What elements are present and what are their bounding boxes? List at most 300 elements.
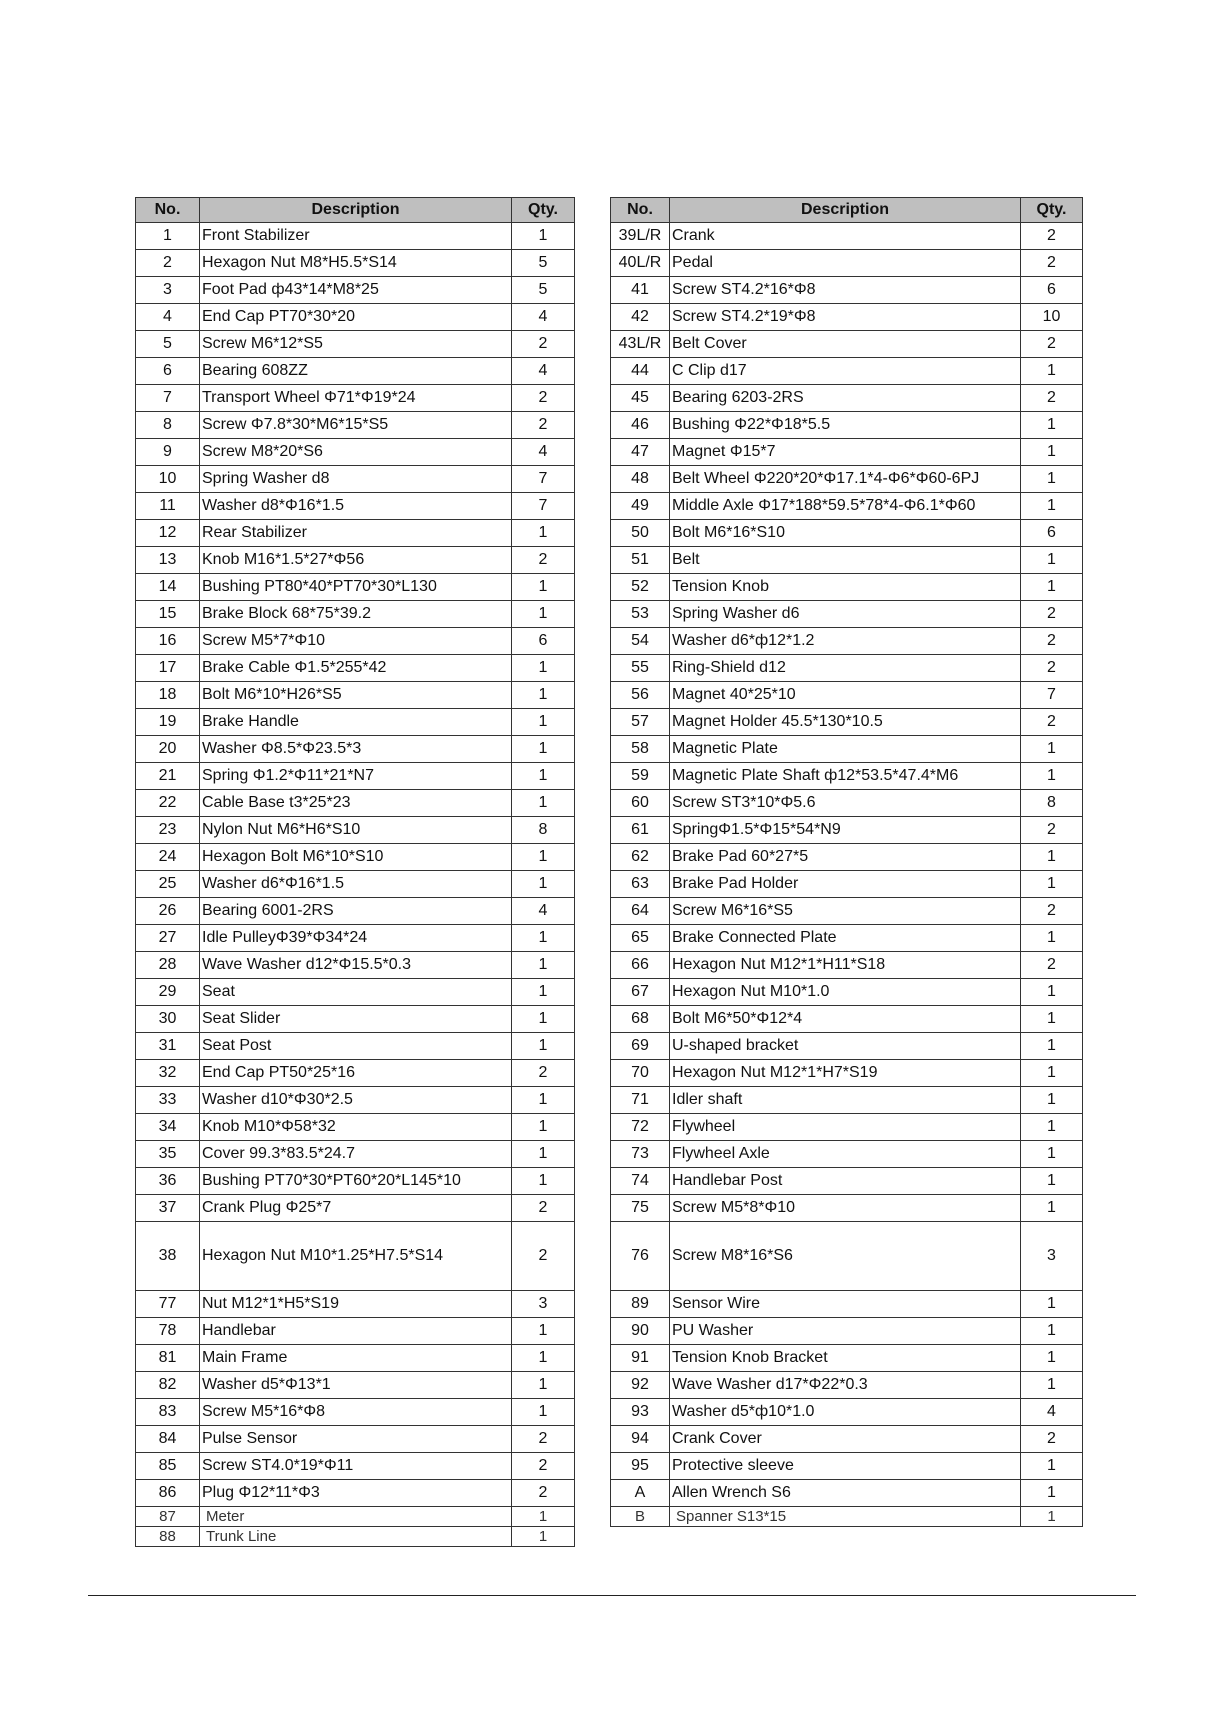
- part-quantity: 1: [1021, 1291, 1083, 1318]
- part-number: 9: [136, 439, 200, 466]
- part-number: 3: [136, 277, 200, 304]
- part-description: Seat Post: [200, 1033, 512, 1060]
- part-quantity: 6: [512, 628, 575, 655]
- part-number: 8: [136, 412, 200, 439]
- part-description: Handlebar: [200, 1318, 512, 1345]
- table-row: [611, 1141, 1083, 1168]
- table-row: [136, 304, 575, 331]
- table-row: [136, 844, 575, 871]
- part-quantity: 2: [512, 385, 575, 412]
- part-number: 67: [611, 979, 670, 1006]
- part-quantity: 1: [1021, 979, 1083, 1006]
- part-description: Magnetic Plate Shaft ф12*53.5*47.4*M6: [670, 763, 1021, 790]
- part-number: 91: [611, 1345, 670, 1372]
- part-number: 69: [611, 1033, 670, 1060]
- part-description: Screw M6*16*S5: [670, 898, 1021, 925]
- part-number: 31: [136, 1033, 200, 1060]
- part-description: End Cap PT70*30*20: [200, 304, 512, 331]
- part-number: 51: [611, 547, 670, 574]
- part-description: Hexagon Bolt M6*10*S10: [200, 844, 512, 871]
- part-number: 50: [611, 520, 670, 547]
- part-quantity: 1: [512, 1141, 575, 1168]
- part-number: 16: [136, 628, 200, 655]
- part-description: Handlebar Post: [670, 1168, 1021, 1195]
- table-row: [611, 817, 1083, 844]
- part-quantity: 1: [1021, 358, 1083, 385]
- part-number: 44: [611, 358, 670, 385]
- table-row: [611, 898, 1083, 925]
- part-number: 23: [136, 817, 200, 844]
- part-number: 70: [611, 1060, 670, 1087]
- part-quantity: 2: [1021, 331, 1083, 358]
- part-description: Spanner S13*15: [670, 1507, 1021, 1527]
- part-number: 39L/R: [611, 223, 670, 250]
- part-quantity: 2: [512, 1195, 575, 1222]
- part-number: 41: [611, 277, 670, 304]
- table-row: [136, 1060, 575, 1087]
- table-row: [611, 1318, 1083, 1345]
- table-row: [136, 925, 575, 952]
- part-quantity: 1: [512, 1527, 575, 1547]
- table-row: [136, 358, 575, 385]
- part-description: Knob M10*Φ58*32: [200, 1114, 512, 1141]
- table-row: [136, 601, 575, 628]
- table-header-row: [136, 198, 575, 223]
- part-number: 85: [136, 1453, 200, 1480]
- table-row: [136, 466, 575, 493]
- part-quantity: 2: [1021, 898, 1083, 925]
- part-description: Magnet Holder 45.5*130*10.5: [670, 709, 1021, 736]
- part-description: Flywheel Axle: [670, 1141, 1021, 1168]
- part-description: Hexagon Nut M8*H5.5*S14: [200, 250, 512, 277]
- part-number: 27: [136, 925, 200, 952]
- part-description: Washer d5*Φ13*1: [200, 1372, 512, 1399]
- part-number: 22: [136, 790, 200, 817]
- table-row: [611, 979, 1083, 1006]
- table-row: [136, 1291, 575, 1318]
- part-description: Seat Slider: [200, 1006, 512, 1033]
- table-row: [136, 709, 575, 736]
- part-number: 53: [611, 601, 670, 628]
- part-description: Crank: [670, 223, 1021, 250]
- table-row: [611, 1033, 1083, 1060]
- part-quantity: 4: [512, 898, 575, 925]
- part-description: Belt: [670, 547, 1021, 574]
- part-number: 57: [611, 709, 670, 736]
- part-description: Idler shaft: [670, 1087, 1021, 1114]
- part-description: Screw M8*16*S6: [670, 1222, 1021, 1291]
- part-description: PU Washer: [670, 1318, 1021, 1345]
- table-row: [611, 790, 1083, 817]
- part-description: Screw M6*12*S5: [200, 331, 512, 358]
- part-number: 14: [136, 574, 200, 601]
- table-row: [611, 736, 1083, 763]
- table-row: [611, 628, 1083, 655]
- part-description: Seat: [200, 979, 512, 1006]
- table-row: [611, 574, 1083, 601]
- part-quantity: 1: [512, 736, 575, 763]
- part-description: Screw M5*8*Φ10: [670, 1195, 1021, 1222]
- part-number: 73: [611, 1141, 670, 1168]
- part-quantity: 1: [512, 1087, 575, 1114]
- part-description: Allen Wrench S6: [670, 1480, 1021, 1507]
- part-description: Brake Pad Holder: [670, 871, 1021, 898]
- part-number: 87: [136, 1507, 200, 1527]
- part-number: 5: [136, 331, 200, 358]
- part-description: Brake Handle: [200, 709, 512, 736]
- part-number: 40L/R: [611, 250, 670, 277]
- part-quantity: 3: [1021, 1222, 1083, 1291]
- header-description: Description: [200, 198, 512, 223]
- part-number: 93: [611, 1399, 670, 1426]
- part-number: 4: [136, 304, 200, 331]
- part-number: 88: [136, 1527, 200, 1547]
- part-quantity: 1: [1021, 1060, 1083, 1087]
- part-quantity: 1: [512, 1507, 575, 1527]
- part-number: 77: [136, 1291, 200, 1318]
- part-quantity: 2: [512, 1453, 575, 1480]
- part-number: 36: [136, 1168, 200, 1195]
- header-description: Description: [670, 198, 1021, 223]
- part-description: Screw M8*20*S6: [200, 439, 512, 466]
- part-quantity: 1: [512, 1006, 575, 1033]
- part-quantity: 1: [512, 1318, 575, 1345]
- part-description: Pulse Sensor: [200, 1426, 512, 1453]
- part-quantity: 2: [512, 1060, 575, 1087]
- part-quantity: 1: [1021, 925, 1083, 952]
- part-description: Wave Washer d17*Φ22*0.3: [670, 1372, 1021, 1399]
- part-description: Meter: [200, 1507, 512, 1527]
- part-quantity: 4: [1021, 1399, 1083, 1426]
- part-description: Tension Knob: [670, 574, 1021, 601]
- part-description: Brake Pad 60*27*5: [670, 844, 1021, 871]
- part-number: 63: [611, 871, 670, 898]
- part-quantity: 1: [1021, 1480, 1083, 1507]
- part-number: 1: [136, 223, 200, 250]
- table-row: [136, 1168, 575, 1195]
- table-row: [136, 1114, 575, 1141]
- table-row: [136, 628, 575, 655]
- part-quantity: 2: [512, 547, 575, 574]
- part-quantity: 1: [1021, 1507, 1083, 1527]
- table-row: [136, 1087, 575, 1114]
- part-description: Bearing 6203-2RS: [670, 385, 1021, 412]
- part-number: 25: [136, 871, 200, 898]
- table-row: [136, 250, 575, 277]
- part-quantity: 4: [512, 304, 575, 331]
- table-row: [611, 763, 1083, 790]
- part-quantity: 2: [1021, 655, 1083, 682]
- table-row: [611, 1507, 1083, 1527]
- table-row: [136, 574, 575, 601]
- part-quantity: 1: [1021, 763, 1083, 790]
- table-row: [611, 1222, 1083, 1291]
- part-description: Brake Connected Plate: [670, 925, 1021, 952]
- part-quantity: 6: [1021, 520, 1083, 547]
- part-quantity: 1: [1021, 1168, 1083, 1195]
- part-number: 58: [611, 736, 670, 763]
- part-quantity: 1: [1021, 439, 1083, 466]
- part-description: Hexagon Nut M10*1.25*H7.5*S14: [200, 1222, 512, 1291]
- table-row: [611, 439, 1083, 466]
- table-row: [136, 682, 575, 709]
- table-row: [611, 466, 1083, 493]
- part-description: Bolt M6*10*H26*S5: [200, 682, 512, 709]
- part-description: C Clip d17: [670, 358, 1021, 385]
- part-description: Bushing Φ22*Φ18*5.5: [670, 412, 1021, 439]
- part-number: 38: [136, 1222, 200, 1291]
- table-row: [136, 1507, 575, 1527]
- part-quantity: 1: [1021, 844, 1083, 871]
- part-number: 47: [611, 439, 670, 466]
- part-quantity: 1: [1021, 1453, 1083, 1480]
- table-row: [136, 412, 575, 439]
- part-quantity: 7: [512, 466, 575, 493]
- part-number: B: [611, 1507, 670, 1527]
- part-quantity: 1: [1021, 466, 1083, 493]
- table-row: [611, 709, 1083, 736]
- table-row: [136, 1453, 575, 1480]
- table-row: [611, 493, 1083, 520]
- table-row: [611, 1291, 1083, 1318]
- table-row: [611, 1372, 1083, 1399]
- part-number: 78: [136, 1318, 200, 1345]
- part-number: 82: [136, 1372, 200, 1399]
- part-description: Washer d6*Φ16*1.5: [200, 871, 512, 898]
- table-row: [611, 844, 1083, 871]
- part-description: Screw ST4.2*19*Φ8: [670, 304, 1021, 331]
- part-number: 48: [611, 466, 670, 493]
- part-quantity: 1: [512, 871, 575, 898]
- part-description: Crank Plug Φ25*7: [200, 1195, 512, 1222]
- table-row: [136, 1399, 575, 1426]
- part-quantity: 2: [1021, 385, 1083, 412]
- part-description: Bushing PT80*40*PT70*30*L130: [200, 574, 512, 601]
- part-description: Idle PulleyΦ39*Φ34*24: [200, 925, 512, 952]
- part-quantity: 1: [1021, 736, 1083, 763]
- part-quantity: 1: [512, 520, 575, 547]
- table-row: [136, 1033, 575, 1060]
- table-row: [611, 277, 1083, 304]
- table-row: [611, 682, 1083, 709]
- part-description: Screw Φ7.8*30*M6*15*S5: [200, 412, 512, 439]
- part-number: 81: [136, 1345, 200, 1372]
- table-row: [136, 547, 575, 574]
- part-description: Washer d5*ф10*1.0: [670, 1399, 1021, 1426]
- part-number: 17: [136, 655, 200, 682]
- part-quantity: 2: [1021, 601, 1083, 628]
- part-description: Screw ST4.2*16*Φ8: [670, 277, 1021, 304]
- part-quantity: 1: [512, 223, 575, 250]
- part-description: Wave Washer d12*Φ15.5*0.3: [200, 952, 512, 979]
- part-description: Screw ST4.0*19*Φ11: [200, 1453, 512, 1480]
- part-number: 72: [611, 1114, 670, 1141]
- part-number: 52: [611, 574, 670, 601]
- part-number: 10: [136, 466, 200, 493]
- header-qty: Qty.: [512, 198, 575, 223]
- part-description: Brake Cable Φ1.5*255*42: [200, 655, 512, 682]
- table-row: [611, 1060, 1083, 1087]
- part-description: Cover 99.3*83.5*24.7: [200, 1141, 512, 1168]
- part-description: Washer d10*Φ30*2.5: [200, 1087, 512, 1114]
- part-number: 13: [136, 547, 200, 574]
- part-number: 94: [611, 1426, 670, 1453]
- table-header-row: [611, 198, 1083, 223]
- part-number: 76: [611, 1222, 670, 1291]
- part-number: 34: [136, 1114, 200, 1141]
- part-description: SpringΦ1.5*Φ15*54*N9: [670, 817, 1021, 844]
- part-description: Spring Washer d6: [670, 601, 1021, 628]
- part-description: Hexagon Nut M12*1*H7*S19: [670, 1060, 1021, 1087]
- part-number: 11: [136, 493, 200, 520]
- part-description: Flywheel: [670, 1114, 1021, 1141]
- part-quantity: 1: [1021, 547, 1083, 574]
- part-number: 42: [611, 304, 670, 331]
- part-number: 28: [136, 952, 200, 979]
- part-description: Ring-Shield d12: [670, 655, 1021, 682]
- part-description: Spring Washer d8: [200, 466, 512, 493]
- part-number: 55: [611, 655, 670, 682]
- part-quantity: 3: [512, 1291, 575, 1318]
- part-quantity: 8: [512, 817, 575, 844]
- part-number: 49: [611, 493, 670, 520]
- part-description: Transport Wheel Φ71*Φ19*24: [200, 385, 512, 412]
- part-quantity: 1: [1021, 1087, 1083, 1114]
- part-number: 2: [136, 250, 200, 277]
- part-quantity: 1: [1021, 1006, 1083, 1033]
- part-quantity: 10: [1021, 304, 1083, 331]
- table-row: [611, 547, 1083, 574]
- table-row: [136, 1222, 575, 1291]
- part-number: 20: [136, 736, 200, 763]
- table-row: [136, 1318, 575, 1345]
- part-description: Screw ST3*10*Φ5.6: [670, 790, 1021, 817]
- part-quantity: 1: [1021, 1345, 1083, 1372]
- table-row: [136, 520, 575, 547]
- part-number: 83: [136, 1399, 200, 1426]
- table-row: [611, 304, 1083, 331]
- part-quantity: 2: [512, 1480, 575, 1507]
- part-quantity: 1: [512, 1372, 575, 1399]
- table-row: [611, 1480, 1083, 1507]
- table-row: [136, 331, 575, 358]
- part-number: 89: [611, 1291, 670, 1318]
- part-quantity: 1: [512, 1345, 575, 1372]
- part-quantity: 1: [512, 1033, 575, 1060]
- part-description: Bolt M6*50*Φ12*4: [670, 1006, 1021, 1033]
- part-number: 64: [611, 898, 670, 925]
- part-number: 12: [136, 520, 200, 547]
- table-row: [136, 871, 575, 898]
- part-number: 65: [611, 925, 670, 952]
- part-description: Bearing 6001-2RS: [200, 898, 512, 925]
- part-description: Tension Knob Bracket: [670, 1345, 1021, 1372]
- table-row: [611, 358, 1083, 385]
- part-description: Plug Φ12*11*Φ3: [200, 1480, 512, 1507]
- part-quantity: 2: [512, 412, 575, 439]
- part-quantity: 2: [1021, 817, 1083, 844]
- table-row: [611, 952, 1083, 979]
- part-description: Nut M12*1*H5*S19: [200, 1291, 512, 1318]
- part-description: Magnet Φ15*7: [670, 439, 1021, 466]
- table-row: [611, 925, 1083, 952]
- part-number: 62: [611, 844, 670, 871]
- table-row: [136, 1141, 575, 1168]
- part-quantity: 7: [512, 493, 575, 520]
- parts-table-right: [610, 197, 1083, 1527]
- part-number: 84: [136, 1426, 200, 1453]
- table-row: [136, 223, 575, 250]
- table-row: [136, 1345, 575, 1372]
- table-row: [136, 817, 575, 844]
- table-row: [611, 1087, 1083, 1114]
- part-description: Bearing 608ZZ: [200, 358, 512, 385]
- part-number: 35: [136, 1141, 200, 1168]
- part-quantity: 1: [512, 655, 575, 682]
- part-description: Nylon Nut M6*H6*S10: [200, 817, 512, 844]
- part-number: A: [611, 1480, 670, 1507]
- part-number: 30: [136, 1006, 200, 1033]
- part-quantity: 2: [512, 1426, 575, 1453]
- part-description: Washer Φ8.5*Φ23.5*3: [200, 736, 512, 763]
- part-description: U-shaped bracket: [670, 1033, 1021, 1060]
- part-quantity: 8: [1021, 790, 1083, 817]
- part-number: 95: [611, 1453, 670, 1480]
- part-quantity: 6: [1021, 277, 1083, 304]
- table-row: [611, 1426, 1083, 1453]
- table-row: [136, 898, 575, 925]
- parts-list-left: [136, 223, 575, 1547]
- part-description: Pedal: [670, 250, 1021, 277]
- table-row: [611, 331, 1083, 358]
- part-quantity: 2: [512, 331, 575, 358]
- part-number: 74: [611, 1168, 670, 1195]
- table-row: [136, 385, 575, 412]
- part-description: Screw M5*7*Φ10: [200, 628, 512, 655]
- table-row: [136, 952, 575, 979]
- part-quantity: 1: [512, 979, 575, 1006]
- part-description: Rear Stabilizer: [200, 520, 512, 547]
- part-quantity: 1: [1021, 412, 1083, 439]
- part-quantity: 1: [512, 1399, 575, 1426]
- part-description: Main Frame: [200, 1345, 512, 1372]
- table-row: [611, 601, 1083, 628]
- table-row: [136, 736, 575, 763]
- part-description: Sensor Wire: [670, 1291, 1021, 1318]
- part-quantity: 1: [1021, 493, 1083, 520]
- table-row: [611, 1114, 1083, 1141]
- table-row: [136, 439, 575, 466]
- table-row: [136, 277, 575, 304]
- part-quantity: 1: [512, 790, 575, 817]
- table-row: [611, 1006, 1083, 1033]
- part-number: 43L/R: [611, 331, 670, 358]
- table-row: [611, 223, 1083, 250]
- part-quantity: 4: [512, 439, 575, 466]
- part-quantity: 1: [512, 763, 575, 790]
- part-number: 71: [611, 1087, 670, 1114]
- part-quantity: 1: [1021, 871, 1083, 898]
- part-number: 56: [611, 682, 670, 709]
- part-number: 19: [136, 709, 200, 736]
- table-row: [611, 1168, 1083, 1195]
- part-description: Middle Axle Φ17*188*59.5*78*4-Φ6.1*Φ60: [670, 493, 1021, 520]
- part-quantity: 1: [1021, 1114, 1083, 1141]
- part-quantity: 2: [1021, 628, 1083, 655]
- part-description: Magnet 40*25*10: [670, 682, 1021, 709]
- table-row: [611, 871, 1083, 898]
- part-description: Washer d8*Φ16*1.5: [200, 493, 512, 520]
